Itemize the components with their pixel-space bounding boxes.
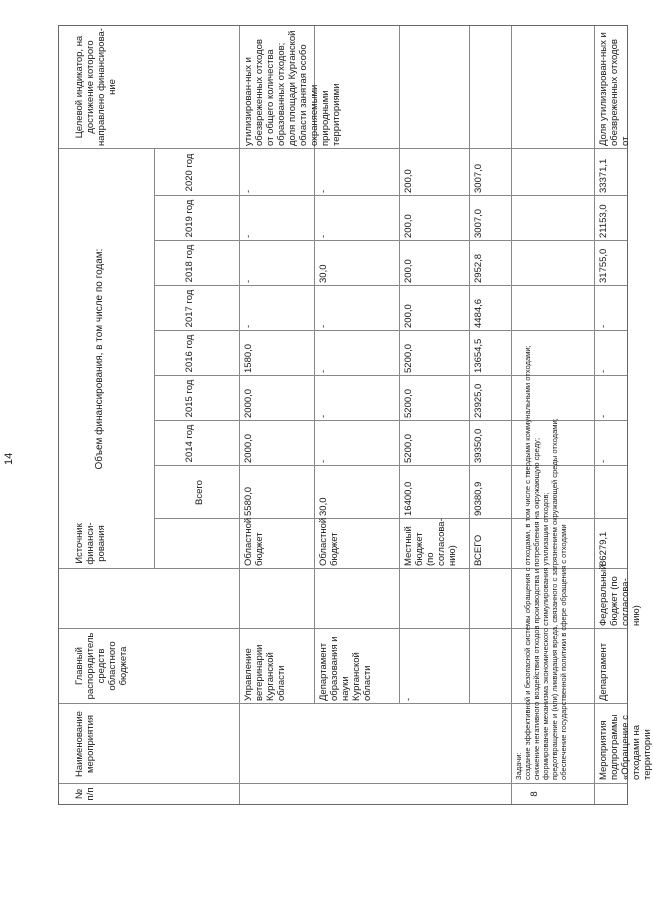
header-volume: Объем финансирования, в том числе по годам: [94, 248, 105, 470]
row4-value: 23925,0 [473, 383, 484, 418]
task-item: формирование механизма экономического стимулирования утилизации отходов; [541, 492, 550, 780]
row2-value: - [318, 459, 329, 463]
last-row-value: 33371,1 [598, 158, 609, 193]
last-row-total: 86279,1 [598, 531, 609, 566]
task-item: снижение негативного воздействия отходов производства и потребления на окружающую среду; [532, 437, 541, 780]
row1-source: Областной бюджет [243, 517, 265, 566]
row1-value: - [243, 324, 254, 328]
row4-source: ВСЕГО [473, 534, 484, 566]
row1-value: 2000,0 [243, 433, 254, 463]
row4-value: 2952,8 [473, 253, 484, 283]
row3-value: 200,0 [403, 304, 414, 328]
row1-value: - [243, 234, 254, 238]
last-row-name: Мероприятия подпрограммы «Обращение с отходами на территории [598, 714, 653, 780]
row2-source: Областной бюджет [318, 517, 340, 566]
header-source: Источник финанси-рования [74, 522, 107, 565]
row4-total: 90380,9 [473, 481, 484, 516]
col-line [154, 195, 627, 196]
financing-table [58, 25, 653, 805]
row-line [511, 26, 512, 804]
row1-total: 5580,0 [243, 486, 254, 516]
col-line [154, 240, 627, 241]
last-row-value: 21153,0 [598, 204, 609, 238]
row2-value: - [318, 189, 329, 193]
row1-value: 2000,0 [243, 388, 254, 418]
row1-value: 1580,0 [243, 343, 254, 373]
row3-value: 200,0 [403, 214, 414, 238]
row3-total: 16400,0 [403, 481, 414, 516]
row2-value: - [318, 324, 329, 328]
row2-value: - [318, 234, 329, 238]
header-year: 2019 год [184, 199, 195, 238]
last-row-value: - [598, 414, 609, 418]
row-line [594, 26, 595, 804]
last-row-value: - [598, 324, 609, 328]
page-number: 14 [3, 452, 15, 465]
col-line [59, 783, 627, 784]
last-row-value: - [598, 369, 609, 373]
row1-value: - [243, 279, 254, 283]
row3-value: 5200,0 [403, 433, 414, 463]
row4-value: 3007,0 [473, 163, 484, 193]
header-total: Всего [194, 480, 205, 505]
row1-value: - [243, 189, 254, 193]
row-target: утилизирован-ных и обезвреженных отходов от общего количества образованных отходов; доля площади Курганской области занятая особо охраняемыми природными территориями [243, 30, 342, 146]
row4-value: 4484,6 [473, 298, 484, 328]
col-line [59, 148, 627, 149]
task-item: обеспечение государственной политики в сфере обращения с отходами [559, 524, 568, 780]
header-year: 2017 год [184, 289, 195, 328]
row3-manager: - [403, 697, 414, 701]
row3-value: 5200,0 [403, 388, 414, 418]
header-num: № п/п [74, 787, 96, 801]
row-line [239, 26, 240, 804]
task-item: создание эффективной и безопасной системы обращения с отходами, в том числе с твердыми коммунальными отходами; [523, 345, 532, 780]
task-item: предотвращение и (или) ликвидация вреда, связанного с загрязнением окружающей среды отходами; [550, 418, 559, 780]
last-row-value: 31755,0 [598, 248, 609, 283]
row4-value: 3007,0 [473, 208, 484, 238]
row2-value: - [318, 414, 329, 418]
header-year: 2018 год [184, 244, 195, 283]
row4-value: 39350,0 [473, 428, 484, 463]
row2-total: 30,0 [318, 497, 329, 516]
col-line [154, 285, 627, 286]
row1-manager: Управление ветеринарии Курганской области [243, 644, 287, 701]
row3-source: Местный бюджет (по согласова-нию) [403, 518, 458, 566]
header-year: 2014 год [184, 424, 195, 463]
header-year: 2016 год [184, 334, 195, 373]
row3-value: 200,0 [403, 259, 414, 283]
last-row-manager: Департамент [598, 642, 609, 701]
row3-value: 5200,0 [403, 343, 414, 373]
header-manager: Главный распорядитель средств областного бюджета [74, 632, 129, 700]
header-target: Целевой индикатор, на достижение которого направлено финансирова-ние [74, 28, 118, 146]
header-year: 2015 год [184, 379, 195, 418]
header-year: 2020 год [184, 153, 195, 192]
last-row-value: - [598, 459, 609, 463]
col-line [154, 375, 627, 376]
last-row-target: Доля утилизирован-ных и обезвреженных отходов от [598, 32, 631, 146]
row3-value: 200,0 [403, 169, 414, 193]
header-name: Наименование мероприятия [74, 711, 96, 777]
row-line [154, 149, 155, 569]
row2-value: - [318, 369, 329, 373]
section-number: 8 [529, 791, 540, 797]
tasks-title: Задачи: [514, 752, 523, 780]
row2-manager: Департамент образования и науки Курганской области [318, 636, 373, 701]
last-row-source: Федеральный бюджет (по согласова-нию) [598, 564, 642, 626]
row-line [469, 26, 470, 704]
col-line [154, 330, 627, 331]
row2-value: 30,0 [318, 264, 329, 283]
row4-value: 13654,5 [473, 338, 484, 373]
